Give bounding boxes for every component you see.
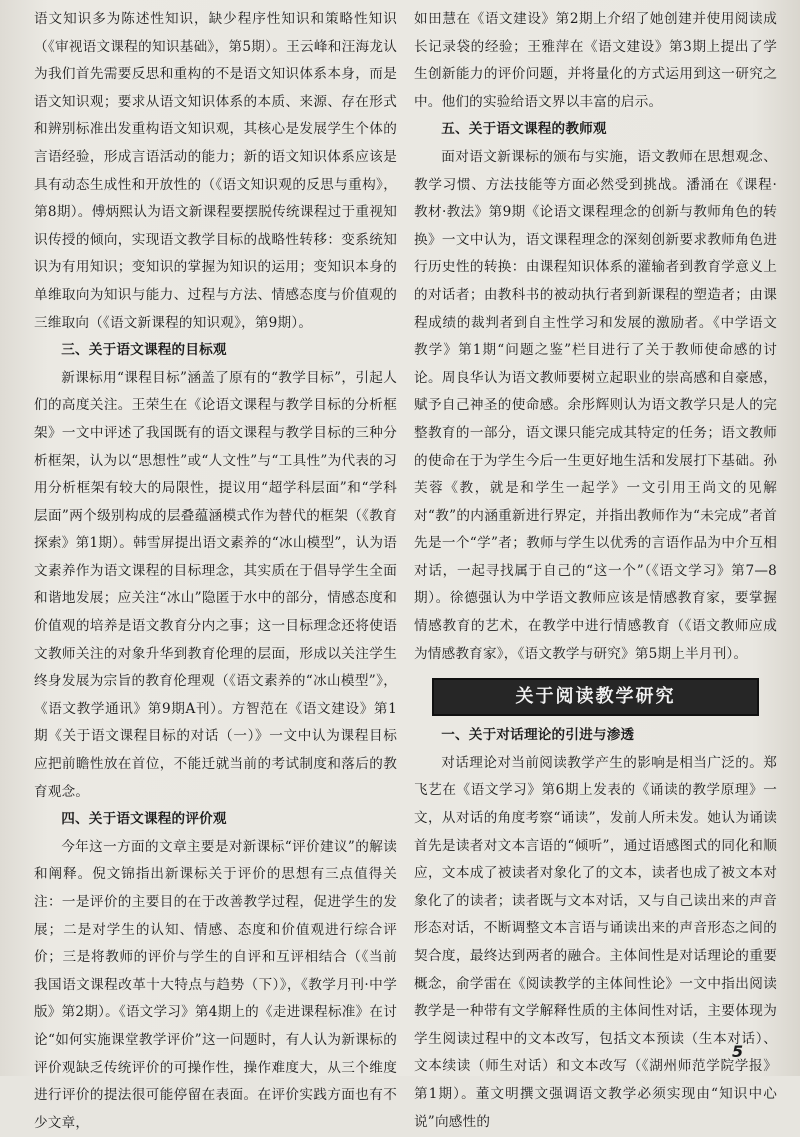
page-number: 5 [732, 1042, 744, 1061]
paragraph: 如田慧在《语文建设》第2期上介绍了她创建并使用阅读成长记录袋的经验；王雅萍在《语文建设》第3期上提出了学生创新能力的评价问题，并将量化的方式运用到这一研究之中。他们的实验给语文界以丰富的启示。 [414, 11, 777, 110]
section-heading: 一、关于对话理论的引进与渗透 [441, 727, 635, 744]
paragraph: 语文知识多为陈述性知识，缺少程序性知识和策略性知识（《审视语文课程的知识基础》，第5期）。王云峰和汪海龙认为我们首先需要反思和重构的不是语文知识体系本身，而是语文知识观；要求从语文知识体系的本质、来源、存在形式和辨别标准出发重构语文知识观，其核心是发展学生个体的言语经验，形成言语活动的能力；新的语文知识体系应该是具有动态生成性和开放性的（《语文知识观的反思与重构》，第8期）。傅炳熙认为语文新课程要摆脱传统课程过于重视知识传授的倾向，实现语文教学目标的战略性转移：变系统知识为有用知识；变知识的掌握为知识的运用；变知识本身的单维取向为知识与能力、过程与方法、情感态度与价值观的三维取向（《语文新课程的知识观》，第9期）。 [34, 11, 397, 331]
section-heading: 三、关于语文课程的目标观 [61, 342, 227, 359]
section-heading: 四、关于语文课程的评价观 [61, 811, 227, 828]
paragraph: 新课标用“课程目标”涵盖了原有的“教学目标”，引起人们的高度关注。王荣生在《论语文课程与教学目标的分析框架》一文中评述了我国既有的语文课程与教学目标的三种分析框架，认为以“思想性”或“人文性”与“工具性”为代表的习用分析框架有较大的局限性，提议用“超学科层面”和“学科层面”两个级别构成的层叠蕴涵模式作为替代的框架（《教育探索》第1期）。韩雪屏提出语文素养的“冰山模型”，认为语文素养作为语文课程的目标理念，其实质在于倡导学生全面和谐地发展；应关注“冰山”隐匿于水中的部分，情感态度和价值观的培养是语文教育分内之事；这一目标理念还将使语文教师关注的对象升华到教育伦理的层面，形成以关注学生终身发展为宗旨的教育伦理观（《语文素养的“冰山模型”》，《语文教学通讯》第9期A刊）。方智范在《语文建设》第1期《关于语文课程目标的对话（一）》一文中认为课程目标应把前瞻性放在首位，不能迁就当前的考试制度和落后的教育观念。 [34, 369, 397, 800]
paragraph: 今年这一方面的文章主要是对新课标“评价建议”的解读和阐释。倪文锦指出新课标关于评价的思想有三点值得关注：一是评价的主要目的在于改善教学过程，促进学生的发展；二是对学生的认知、情感、态度和价值观进行综合评价；三是将教师的评价与学生的自评和互评相结合（《当前我国语文课程改革十大特点与趋势（下）》，《教学月刊·中学版》第2期）。《语文学习》第4期上的《走进课程标准》在讨论“如何实施课堂教学评价”这一问题时，有人认为新课标的评价观缺乏传统评价的可操作性，操作难度大，从三个维度进行评价的提法很可能停留在表面。在评价实践方面也有不少文章， [34, 838, 397, 1131]
right-column [414, 6, 777, 1136]
paragraph: 对话理论对当前阅读教学产生的影响是相当广泛的。郑飞艺在《语文学习》第6期上发表的《诵读的教学原理》一文，从对话的角度考察“诵读”，发前人所未发。她认为诵读首先是读者对文本言语的“倾听”，通过语感图式的同化和顺应，文本成了被读者对象化了的文本，读者也成了被文本对象化了的读者；读者既与文本对话，又与自己读出来的声音形态对话，不断调整文本言语与诵读出来的声音形态之间的契合度，最终达到两者的融合。主体间性是对话理论的重要概念，俞学雷在《阅读教学的主体间性论》一文中指出阅读教学是一种带有文学解释性质的主体间性对话，主要体现为学生阅读过程中的文本改写，包括文本预读（生本对话）、文本续读（师生对话）和文本改写（《湖州师范学院学报》第1期）。董文明撰文强调语文教学必须实现由“知识中心说”向感性的 [414, 754, 777, 1130]
section-heading: 五、关于语文课程的教师观 [441, 121, 607, 138]
left-column [34, 6, 397, 1137]
paragraph: 面对语文新课标的颁布与实施，语文教师在思想观念、教学习惯、方法技能等方面必然受到挑战。潘涌在《课程·教材·教法》第9期《论语文课程理念的创新与教师角色的转换》一文中认为，语文课程理念的深刻创新要求教师角色进行历史性的转换：由课程知识体系的灌输者到教育学意义上的对话者；由教科书的被动执行者到新课程的塑造者；由课程成绩的裁判者到自主性学习和发展的激励者。《中学语文教学》第1期“问题之鉴”栏目进行了关于教师使命感的讨论。周良华认为语文教师要树立起职业的崇高感和自豪感，赋予自己神圣的使命感。余彤辉则认为语文教学只是人的完整教育的一部分，语文课只能完成其特定的任务；语文教师的使命在于为学生今后一生更好地生活和发展打下基础。孙芙蓉《教，就是和学生一起学》一文引用王尚文的见解对“教”的内涵重新进行界定，并指出教师作为“未完成”者首先是一个“学”者；教师与学生以优秀的言语作品为中介互相对话，一起寻找属于自己的“这一个”（《语文学习》第7—8期）。徐德强认为中学语文教师应该是情感教育家，要掌握情感教育的艺术，在教学中进行情感教育（《语文教师应成为情感教育家》，《语文教学与研究》第5期上半月刊）。 [414, 148, 777, 662]
chapter-banner: 关于阅读教学研究 [432, 678, 759, 716]
